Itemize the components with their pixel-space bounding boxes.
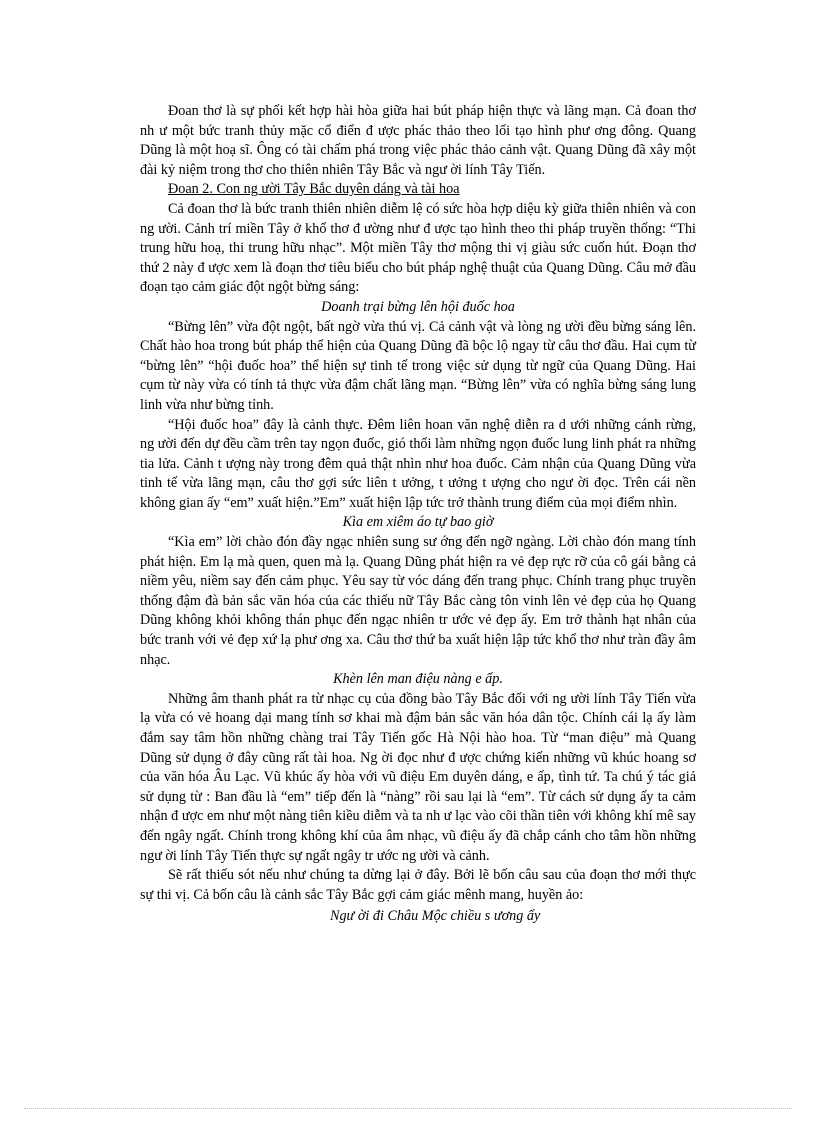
paragraph-6: Những âm thanh phát ra từ nhạc cụ của đồng bào Tây Bắc đối với ng ười lính Tây Tiến vừa lạ vừa có vẻ hoang dại mang tính sơ khai mà đậm bản sắc văn hóa dân tộc. Chính cái lạ ấy làm đắm say tâm hồn những chàng trai Tây Tiến gốc Hà Nội hào hoa. Từ “man điệu” mà Quang Dũng sử dụng ở đây cũng rất tài hoa. Ng ời đọc như đ ược chứng kiến những vũ khúc hoang sơ của văn hóa Âu Lạc. Vũ khúc ấy hòa với vũ điệu Em duyên dáng, e ấp, tình tứ. Ta chú ý tác giả sử dụng từ : Ban đầu là “em” tiếp đến là “nàng” rồi sau lại là “em”. Từ cách sử dụng ấy ta cảm nhận đ ược em như một nàng tiên kiều diễm và ta nh ư lạc vào cõi thần tiên với không khí mê say đến ngây ngất. Chính trong không khí của âm nhạc, vũ điệu ấy đã chắp cánh cho tâm hồn những ngư ời lính Tây Tiến thực sự ngất ngây tr ước ng ười và cảnh. xyxy=(140,690,696,864)
page-bottom-divider xyxy=(24,1108,792,1109)
paragraph-3: “Bừng lên” vừa đột ngột, bất ngờ vừa thú vị. Cả cảnh vật và lòng ng ười đều bừng sáng lên. Chất hào hoa trong bút pháp thể hiện của Quang Dũng đã bộc lộ ngay từ câu thơ đầu. Hai cụm từ “bừng lên” “hội đuốc hoa” thể hiện sự tinh tế trong việc sử dụng từ ngữ của Quang Dũng. Hai cụm từ này vừa có tính tả thực vừa đậm chất lãng mạn. “Bừng lên” vừa có nghĩa bừng sáng lung linh vừa như bừng tỉnh. xyxy=(140,318,696,413)
paragraph-2: Cả đoan thơ là bức tranh thiên nhiên diễm lệ có sức hòa hợp diệu kỳ giữa thiên nhiên và con ng ười. Cảnh trí miền Tây ở khổ thơ đ ường như đ ược tạo hình theo thi pháp truyền thống: “Thi trung hữu hoạ, thi trung hữu nhạc”. Một miền Tây thơ mộng thi vị giàu sức cuốn hút. Đoạn thơ thứ 2 này đ ược xem là đoạn thơ tiêu biểu cho bút pháp nghệ thuật của Quang Dũng. Câu mở đầu đoạn tạo cảm giác đột ngột bừng sáng: xyxy=(140,200,696,296)
verse-line-1: Doanh trại bừng lên hội đuốc hoa xyxy=(321,298,515,315)
paragraph-5: “Kìa em” lời chào đón đầy ngạc nhiên sung sư ớng đến ngỡ ngàng. Lời chào đón mang tính phát hiện. Em lạ mà quen, quen mà lạ. Quang Dũng phát hiện ra vẻ đẹp rực rỡ của cô gái bằng cả niềm yêu, niềm say đến cảm phục. Yêu say từ vóc dáng đến trang phục. Chính trang phục truyền thống đậm đà bản sắc văn hóa của các thiếu nữ Tây Bắc càng tôn vinh lên vẻ đẹp của họ Quang Dũng không khỏi không thán phục đến ngạc nhiên tr ước vẻ đẹp ấy. Em trở thành hạt nhân của bức tranh với vẻ đẹp xứ lạ phư ơng xa. Câu thơ thứ ba xuất hiện lập tức khổ thơ như tràn đầy âm nhạc. xyxy=(140,534,696,668)
verse-line-4: Ngư ời đi Châu Mộc chiều s ương ấy xyxy=(330,908,541,925)
paragraph-1: Đoan thơ là sự phối kết hợp hài hòa giữa hai bút pháp hiện thực và lãng mạn. Cả đoan thơ nh ư một bức tranh thủy mặc cổ điển đ ược phác thảo theo lối tạo hình phư ơng đông. Quang Dũng là một hoạ sĩ. Ông có tài chấm phá trong việc phác thảo cảnh vật. Quang Dũng đã xây một đài kỷ niệm trong thơ cho thiên nhiên Tây Bắc và ngư ời lính Tây Tiến. xyxy=(140,103,696,178)
document-page xyxy=(140,102,696,927)
paragraph-7: Sẽ rất thiếu sót nếu như chúng ta dừng lại ở đây. Bởi lẽ bốn câu sau của đoạn thơ mới thực sự thi vị. Cả bốn câu là cảnh sắc Tây Bắc gợi cảm giác mênh mang, huyền ảo: xyxy=(140,867,696,903)
paragraph-4: “Hội đuốc hoa” đây là cảnh thực. Đêm liên hoan văn nghệ diễn ra d ưới những cánh rừng, ng ười đến dự đều cầm trên tay ngọn đuốc, gió thổi làm những ngọn đuốc lung linh phát ra những tia lửa. Cảnh t ượng này trong đêm quả thật nhìn như hoa đuốc. Cảm nhận của Quang Dũng vừa tinh tế vừa lãng mạn, câu thơ gợi sức liên t ưởng, t ưởng t ượng cho ngư ời đọc. Trên cái nền không gian ấy “em” xuất hiện.”Em” xuất hiện lập tức trở thành trung điểm của mọi điểm nhìn. xyxy=(140,416,696,511)
section-heading: Đoan 2. Con ng ười Tây Bắc duyên dáng và tài hoa xyxy=(168,181,460,198)
verse-line-2: Kìa em xiêm áo tự bao giờ xyxy=(342,514,494,531)
verse-line-3: Khèn lên man điệu nàng e ấp. xyxy=(333,671,503,688)
